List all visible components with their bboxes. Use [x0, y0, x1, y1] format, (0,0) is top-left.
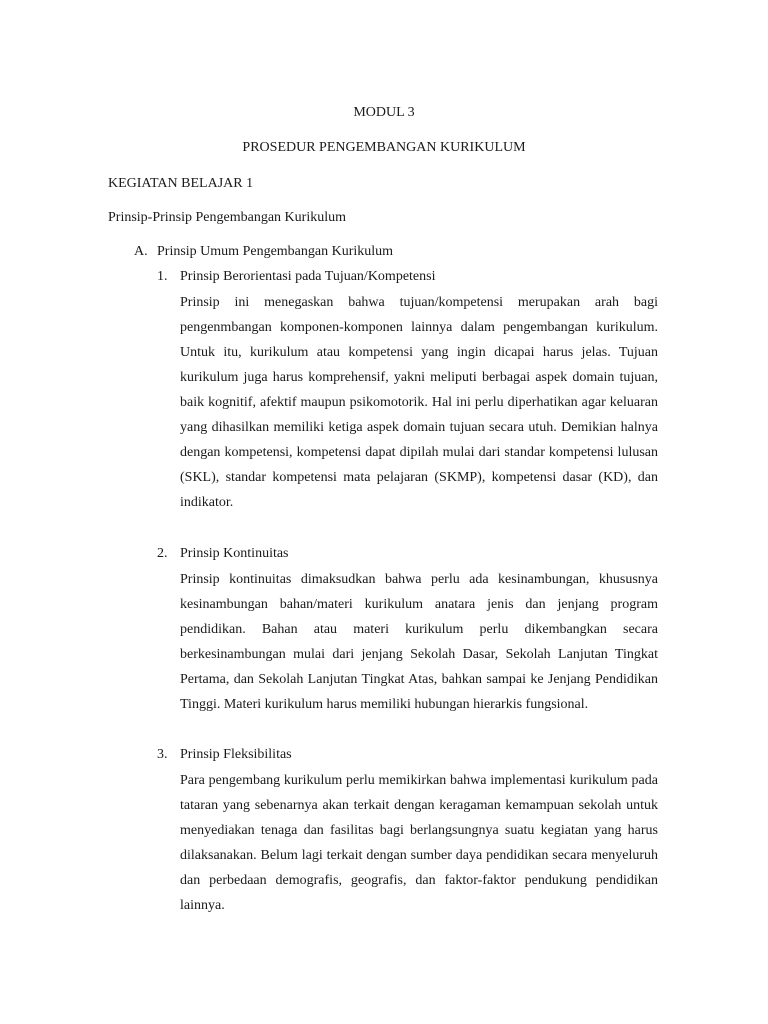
- activity-title: KEGIATAN BELAJAR 1: [108, 176, 254, 191]
- module-title: MODUL 3: [353, 105, 415, 120]
- item-1-title: Prinsip Berorientasi pada Tujuan/Kompetensi: [180, 269, 436, 284]
- section-a-title: Prinsip Umum Pengembangan Kurikulum: [157, 244, 394, 259]
- item-2-number: 2.: [157, 546, 168, 561]
- item-3-number: 3.: [157, 747, 168, 762]
- section-title: Prinsip-Prinsip Pengembangan Kurikulum: [108, 210, 346, 225]
- item-1-number: 1.: [157, 269, 168, 284]
- section-a-marker: A.: [134, 244, 148, 259]
- item-1-paragraph: Prinsip ini menegaskan bahwa tujuan/kompetensi merupakan arah bagi pengenmbangan komponen-komponen lainnya dalam pengembangan kurikulum. Untuk itu, kurikulum atau kompetensi yang ingin dicapai harus jelas. Tujuan kurikulum juga harus komprehensif, yakni meliputi berbagai aspek domain tujuan, baik kognitif, afektif maupun psikomotorik. Hal ini perlu diperhatikan agar keluaran yang dihasilkan memiliki ketiga aspek domain tujuan secara utuh. Demikian halnya dengan kompetensi, kompetensi dapat dipilah mulai dari standar kompetensi lulusan (SKL), standar kompetensi mata pelajaran (SKMP), kompetensi dasar (KD), dan indikator.: [180, 295, 658, 510]
- item-2-title: Prinsip Kontinuitas: [180, 546, 289, 561]
- item-3-paragraph: Para pengembang kurikulum perlu memikirkan bahwa implementasi kurikulum pada tataran yang sebenarnya akan terkait dengan keragaman kemampuan sekolah untuk menyediakan tenaga dan fasilitas bagi berlangsungnya suatu kegiatan yang harus dilaksanakan. Belum lagi terkait dengan sumber daya pendidikan secara menyeluruh dan perbedaan demografis, geografis, dan faktor-faktor pendukung pendidikan lainnya.: [180, 773, 658, 913]
- item-3-title: Prinsip Fleksibilitas: [180, 747, 292, 762]
- chapter-title: PROSEDUR PENGEMBANGAN KURIKULUM: [242, 140, 526, 155]
- item-2-paragraph: Prinsip kontinuitas dimaksudkan bahwa perlu ada kesinambungan, khususnya kesinambungan bahan/materi kurikulum anatara jenis dan jenjang program pendidikan. Bahan atau materi kurikulum perlu dikembangkan secara berkesinambungan mulai dari jenjang Sekolah Dasar, Sekolah Lanjutan Tingkat Pertama, dan Sekolah Lanjutan Tingkat Atas, bahkan sampai ke Jenjang Pendidikan Tinggi. Materi kurikulum harus memiliki hubungan hierarkis fungsional.: [180, 572, 658, 712]
